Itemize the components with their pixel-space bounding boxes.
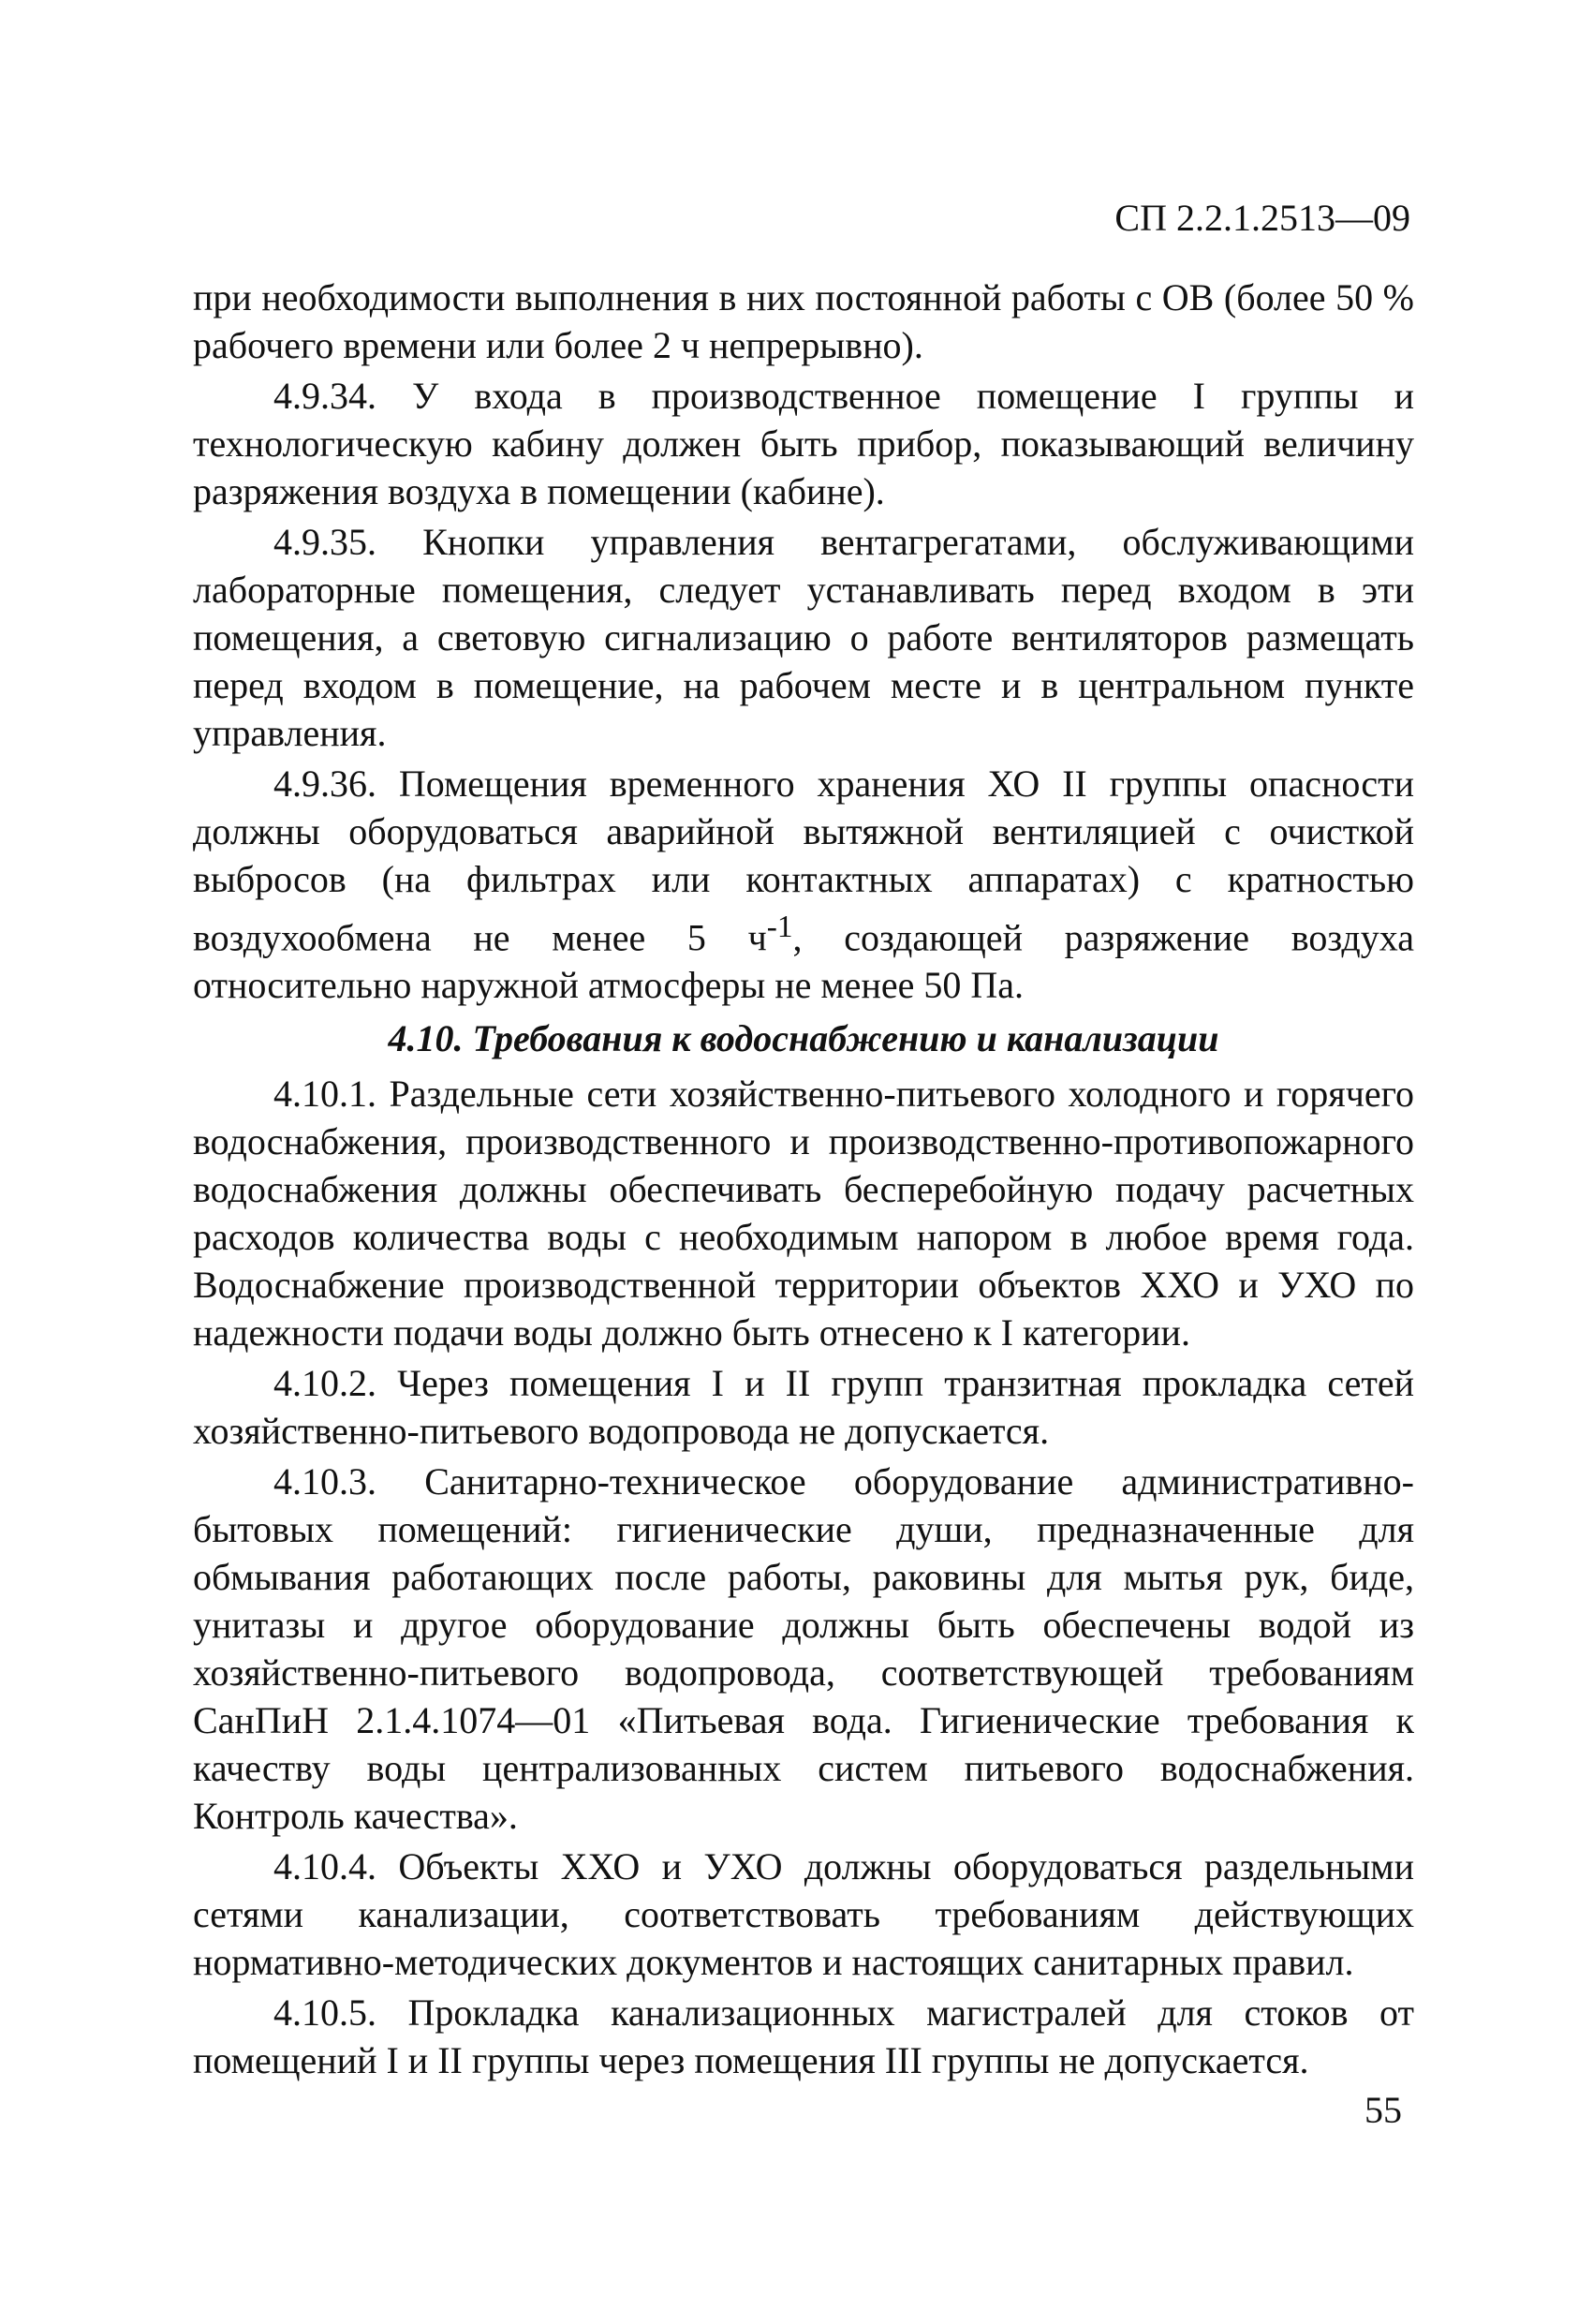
- paragraph-4-10-5: 4.10.5. Прокладка канализационных магистралей для стоков от помещений I и II группы через помещения III группы не допускается.: [193, 1991, 1414, 2082]
- paragraph-4-9-36-text-start: 4.9.36. Помещения временного хранения ХО II группы опасности должны оборудоваться аварийной вытяжной вентиляцией с очисткой выбросов (на фильтрах или контактных аппаратах) с кратностью воздухообмена не менее 5 ч: [193, 762, 1414, 959]
- document-body: [193, 274, 1414, 2084]
- paragraph-4-10-2: 4.10.2. Через помещения I и II групп транзитная прокладка сетей хозяйственно-питьевого водопровода не допускается.: [193, 1362, 1414, 1453]
- exponent-superscript: -1: [766, 910, 793, 944]
- paragraph-continuation: при необходимости выполнения в них постоянной работы с ОВ (более 50 % рабочего времени или более 2 ч непрерывно).: [193, 276, 1414, 366]
- document-code-header: СП 2.2.1.2513—09: [1114, 197, 1410, 239]
- paragraph-4-10-3: 4.10.3. Санитарно-техническое оборудование административно-бытовых помещений: гигиенические души, предназначенные для обмывания работающих после работы, раковины для мытья рук, биде, унитазы и другое оборудование должны быть обеспечены водой из хозяйственно-питьевого водопровода, соответствующей требованиям СанПиН 2.1.4.1074—01 «Питьевая вода. Гигиенические требования к качеству воды централизованных систем питьевого водоснабжения. Контроль качества».: [193, 1460, 1414, 1838]
- paragraph-4-10-4: 4.10.4. Объекты ХХО и УХО должны оборудоваться раздельными сетями канализации, соответствовать требованиям действующих нормативно-методических документов и настоящих санитарных правил.: [193, 1845, 1414, 1984]
- paragraph-4-9-36: [193, 760, 1414, 1009]
- paragraph-4-9-35: 4.9.35. Кнопки управления вентагрегатами, обслуживающими лабораторные помещения, следует устанавливать перед входом в эти помещения, а световую сигнализацию о работе вентиляторов размещать перед входом в помещение, на рабочем месте и в центральном пункте управления.: [193, 521, 1414, 754]
- page-number: 55: [1364, 2089, 1402, 2131]
- paragraph-4-9-36-text-end: , создающей разряжение воздуха относительно наружной атмосферы не менее 50 Па.: [193, 916, 1415, 1007]
- paragraph-4-10-1: 4.10.1. Раздельные сети хозяйственно-питьевого холодного и горячего водоснабжения, производственного и производственно-противопожарного водоснабжения должны обеспечивать бесперебойную подачу расчетных расходов количества воды с необходимым напором в любое время года. Водоснабжение производственной территории объектов ХХО и УХО по надежности подачи воды должно быть отнесено к I категории.: [193, 1073, 1414, 1354]
- paragraph-4-9-34: 4.9.34. У входа в производственное помещение I группы и технологическую кабину должен быть прибор, показывающий величину разряжения воздуха в помещении (кабине).: [193, 375, 1414, 512]
- section-heading-4-10: 4.10. Требования к водоснабжению и канализации: [388, 1017, 1219, 1060]
